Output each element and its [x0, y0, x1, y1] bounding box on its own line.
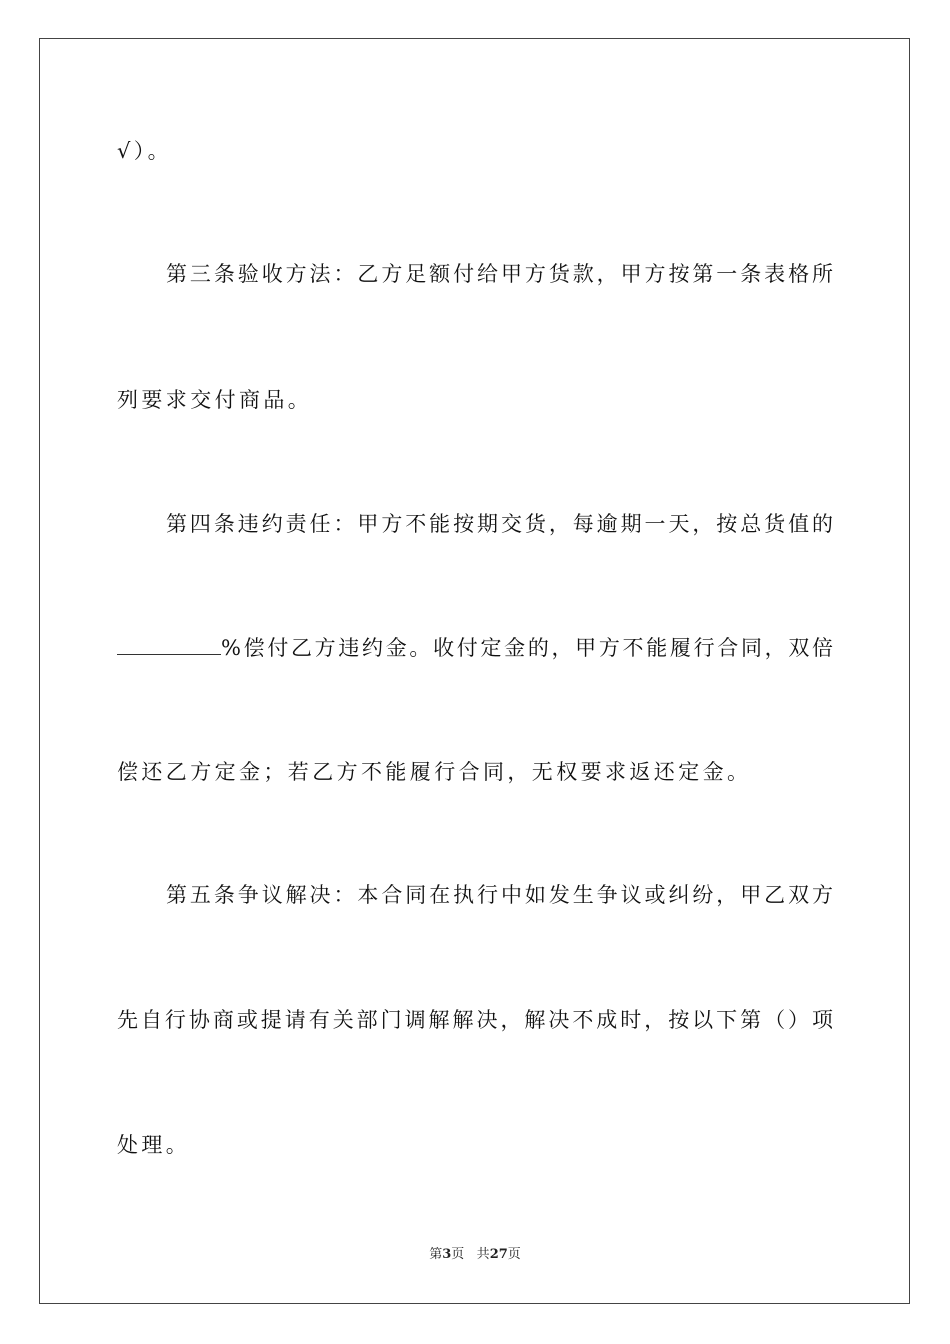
page-suffix: 页	[451, 1247, 465, 1262]
page-footer	[0, 1246, 950, 1264]
article-4-line-2-text: %偿付乙方违约金。收付定金的，甲方不能履行合同，双倍	[221, 636, 833, 660]
article-5-line-3: 处理。	[117, 1133, 191, 1157]
total-prefix: 共	[476, 1247, 490, 1262]
paragraph-line-1: √）。	[117, 139, 173, 163]
total-suffix: 页	[507, 1247, 521, 1262]
fill-in-blank[interactable]	[117, 634, 221, 655]
page-prefix: 第	[429, 1247, 443, 1262]
article-4-line-1: 第四条违约责任：甲方不能按期交货，每逾期一天，按总货值的	[166, 512, 833, 536]
article-4-line-3: 偿还乙方定金；若乙方不能履行合同，无权要求返还定金。	[117, 760, 752, 784]
article-5-line-1: 第五条争议解决：本合同在执行中如发生争议或纠纷，甲乙双方	[166, 883, 833, 907]
article-3-line-1: 第三条验收方法：乙方足额付给甲方货款，甲方按第一条表格所	[166, 262, 833, 286]
page-current: 3	[442, 1247, 452, 1262]
page-total: 27	[489, 1247, 508, 1262]
page-border	[39, 38, 910, 1304]
article-4-line-2	[117, 633, 833, 663]
article-5-line-2: 先自行协商或提请有关部门调解解决，解决不成时，按以下第（）项	[117, 1008, 833, 1032]
article-3-line-2: 列要求交付商品。	[117, 388, 313, 412]
